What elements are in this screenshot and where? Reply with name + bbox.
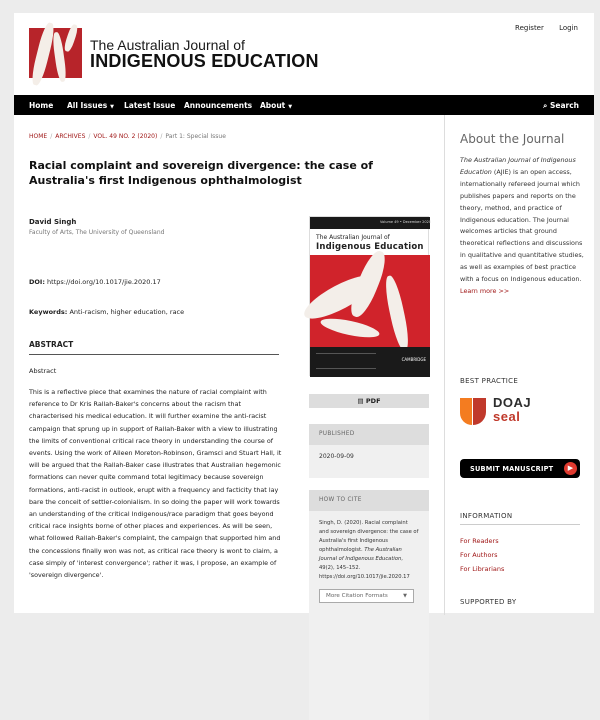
breadcrumb-archives[interactable]: ARCHIVES [55,133,86,140]
author-affiliation: Faculty of Arts, The University of Queensland [29,229,165,236]
about-journal-heading: About the Journal [460,132,565,146]
issue-cover-image[interactable] [309,216,432,376]
doi-link[interactable]: https://doi.org/10.1017/jie.2020.17 [47,278,161,286]
nav-about-label: About [260,101,286,110]
cover-footer [310,347,430,377]
cover-title-line1: The Australian Journal of [316,234,390,241]
information-divider [460,524,580,525]
page [14,13,594,613]
for-librarians-link[interactable]: For Librarians [460,565,505,573]
cover-volume: Volume 49 • December 2020 [310,217,430,229]
citation-body [309,511,429,611]
doaj-seal-label[interactable]: seal [493,409,521,424]
how-to-cite-box [309,490,429,720]
journal-logo-icon[interactable] [29,28,82,78]
doi-row [29,278,161,286]
citation-part1: Singh, D. (2020). Racial complaint and sovereign divergence: the case of Australia's first Indigenous ophthalmologist. [319,520,419,553]
for-readers-link[interactable]: For Readers [460,537,499,545]
caret-down-icon: ▼ [288,104,293,110]
keywords-label: Keywords: [29,308,68,316]
article-title: Racial complaint and sovereign divergence: the case of Australia's first Indigenous ophthalmologist [29,159,373,187]
published-label: PUBLISHED [309,424,429,445]
breadcrumb-separator: / [50,133,53,140]
breadcrumb [29,133,226,140]
nav-search[interactable] [543,101,579,111]
best-practice-heading: BEST PRACTICE [460,377,519,385]
doaj-label[interactable]: DOAJ [493,395,532,410]
pdf-download-button[interactable] [309,394,429,408]
sidebar [444,115,594,615]
nav-latest-issue[interactable]: Latest Issue [124,101,176,110]
search-icon: ⌕ [543,101,548,110]
published-date: 2020-09-09 [319,453,354,460]
information-heading: INFORMATION [460,512,513,520]
user-links [502,24,578,32]
doaj-logo-icon[interactable] [460,398,486,425]
pdf-icon: ▤ [357,397,364,405]
cover-title-line2: Indigenous Education [316,242,424,252]
caret-down-icon: ▼ [110,104,115,110]
submit-manuscript-label: SUBMIT MANUSCRIPT [470,465,554,473]
about-journal-name: The Australian Journal of Indigenous Education [460,156,576,176]
doi-label: DOI: [29,278,45,286]
about-journal-text [460,155,588,298]
more-citation-formats-dropdown[interactable] [319,589,414,603]
submit-manuscript-button[interactable] [460,459,580,478]
cover-artwork [310,255,430,347]
how-to-cite-label: HOW TO CITE [309,490,429,511]
nav-home[interactable]: Home [29,101,54,110]
nav-about[interactable] [260,101,292,110]
logo-title-line2[interactable]: INDIGENOUS EDUCATION [90,51,319,71]
breadcrumb-separator: / [88,133,91,140]
nav-search-label: Search [549,101,579,110]
learn-more-link[interactable]: Learn more >> [460,286,510,295]
main-content [14,115,444,615]
arrow-right-icon: ▶ [564,462,577,475]
keywords-row [29,308,184,316]
more-citation-label: More Citation Formats [326,593,388,599]
published-box [309,424,429,478]
login-link[interactable]: Login [559,24,578,32]
breadcrumb-home[interactable]: HOME [29,133,48,140]
cover-publisher: CAMBRIDGE [401,357,426,362]
abstract-heading: ABSTRACT [29,340,279,355]
breadcrumb-current: Part 1: Special Issue [165,133,226,140]
citation-part2: , 49(2), 145–152. https://doi.org/10.1017/jie.2020.17 [319,556,410,580]
abstract-text: This is a reflective piece that examines the nature of racial complaint with reference to Dr Kris Rallah-Baker's concerns about the racism that characterised his medical education. It will further examine the anti-racist campaign that sprung up in support of Rallah-Baker with a view to illustrating the limits of conventional critical race theory in understanding the course of events. Using the work of Aileen Moreton-Robinson, Gramsci and Stuart Hall, it will be argued that the Rallah-Baker case illustrates that Australian hegemonic formations can never quite command total legitimacy because sovereign formations, anti-racist in outlook, erupt with a frequency and facticity that lay bare the conceit of settler-colonialism. In so doing the paper will work towards an understanding of the critical Indigenous/race paradigm that goes beyond critical race insights borne of other places and experiences. As will be seen, what followed Rallah-Baker's complaint, the campaign that supported him and the concessions finally won was not, as critical race theory is wont to claim, a case simply of 'interest convergence'; rather it was, I propose, an example of 'sovereign divergence'. [29,388,282,580]
pdf-label: PDF [365,397,381,405]
for-authors-link[interactable]: For Authors [460,551,498,559]
keywords-value: Anti-racism, higher education, race [69,308,185,316]
logo-title-line1[interactable]: The Australian Journal of [90,37,245,53]
supported-by-heading: SUPPORTED BY [460,598,517,606]
nav-announcements[interactable]: Announcements [184,101,253,110]
author-name: David Singh [29,218,77,226]
nav-all-issues[interactable] [67,101,114,110]
nav-all-issues-label: All Issues [67,101,108,110]
chevron-down-icon: ▼ [403,593,407,599]
main-nav [14,95,594,115]
citation-text [319,519,419,582]
site-header [14,13,594,95]
breadcrumb-volume[interactable]: VOL. 49 NO. 2 (2020) [93,133,158,140]
breadcrumb-separator: / [160,133,163,140]
about-journal-body: (AJIE) is an open access, internationally refereed journal which publishes papers and reports on the theory, method, and practice of Indigenous education. The Journal welcomes articles that ground theoretical reflections and discussions in qualitative and quantitative studies, as well as examples of best practice with a focus on Indigenous education. [460,167,584,284]
abstract-subheading: Abstract [29,367,57,375]
citation-journal: The Australian Journal of Indigenous Education [319,547,402,562]
register-link[interactable]: Register [515,24,544,32]
